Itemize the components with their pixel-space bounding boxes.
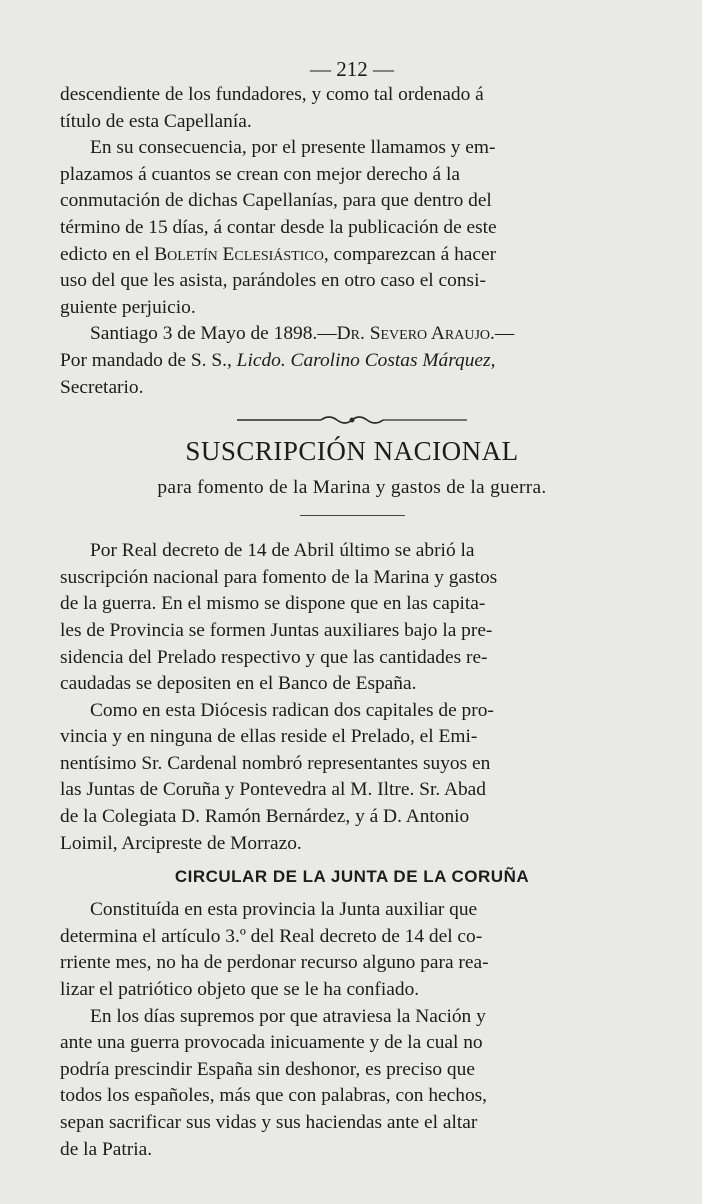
text-line: plazamos á cuantos se crean con mejor derecho á la bbox=[60, 163, 461, 185]
text-line: Loimil, Arcipreste de Morrazo. bbox=[60, 832, 302, 854]
text-line: , comparezcan á hacer bbox=[323, 243, 497, 265]
boletin-name: Boletín Eclesiástico bbox=[154, 243, 324, 265]
text-line: descendiente de los fundadores, y como tal ordenado á bbox=[60, 84, 484, 105]
text-line: podría prescindir España sin deshonor, es preciso que bbox=[60, 1058, 475, 1080]
text-line: término de 15 días, á contar desde la publicación de este bbox=[60, 216, 497, 238]
text-line: suscripción nacional para fomento de la Marina y gastos bbox=[60, 566, 498, 588]
signature-block-2 bbox=[60, 348, 644, 401]
text-line: vincia y en ninguna de ellas reside el Prelado, el Emi- bbox=[60, 726, 478, 748]
text-line: determina el artículo 3.º del Real decreto de 14 del co- bbox=[60, 925, 483, 947]
text-line: de la Colegiata D. Ramón Bernárdez, y á D. Antonio bbox=[60, 806, 470, 828]
paragraph-6 bbox=[60, 1004, 644, 1164]
text-line: rriente mes, no ha de perdonar recurso alguno para rea- bbox=[60, 952, 489, 974]
text-line: caudadas se depositen en el Banco de España. bbox=[60, 673, 417, 695]
divider-rule bbox=[300, 515, 405, 516]
text-line: ante una guerra provocada inicuamente y de la cual no bbox=[60, 1032, 483, 1054]
signature-block bbox=[60, 321, 644, 348]
text-line: de la Patria. bbox=[60, 1138, 153, 1160]
signature-name: Dr. Severo Araujo bbox=[336, 323, 491, 345]
signature-role: Secretario. bbox=[60, 376, 144, 398]
section-subtitle: para fomento de la Marina y gastos de la guerra. bbox=[157, 477, 547, 499]
text-line: de la guerra. En el mismo se dispone que en las capita- bbox=[60, 593, 486, 615]
signature-mandado: Por mandado de S. S., bbox=[60, 349, 237, 371]
document-page bbox=[60, 56, 644, 1163]
circular-heading: CIRCULAR DE LA JUNTA DE LA CORUÑA bbox=[174, 867, 530, 887]
section-title: SUSCRIPCIÓN NACIONAL bbox=[185, 436, 519, 467]
paragraph-2 bbox=[60, 135, 644, 321]
text-line: les de Provincia se formen Juntas auxiliares bajo la pre- bbox=[60, 619, 493, 641]
text-line: uso del que les asista, parándoles en otro caso el consi- bbox=[60, 270, 486, 292]
text-line: Constituída en esta provincia la Junta auxiliar que bbox=[90, 899, 478, 921]
text-line: sepan sacrificar sus vidas y sus haciendas ante el altar bbox=[60, 1112, 478, 1133]
text-line: nentísimo Sr. Cardenal nombró representantes suyos en bbox=[60, 752, 491, 774]
text-line: sidencia del Prelado respectivo y que las cantidades re- bbox=[60, 646, 488, 668]
text-line: las Juntas de Coruña y Pontevedra al M. Iltre. Sr. Abad bbox=[60, 779, 486, 801]
page-number: — 212 — bbox=[310, 57, 394, 81]
text-line: En su consecuencia, por el presente llamamos y em- bbox=[90, 137, 496, 159]
text-line: conmutación de dichas Capellanías, para que dentro del bbox=[60, 190, 492, 212]
text-line: guiente perjuicio. bbox=[60, 296, 196, 318]
text-line: Por Real decreto de 14 de Abril último se abrió la bbox=[90, 540, 475, 562]
text-line: En los días supremos por que atraviesa la Nación y bbox=[90, 1005, 486, 1027]
text-line: Como en esta Diócesis radican dos capitales de pro- bbox=[90, 699, 494, 721]
text-line: título de esta Capellanía. bbox=[60, 110, 252, 132]
text-line: edicto en el bbox=[60, 243, 155, 265]
paragraph-3 bbox=[60, 538, 644, 698]
text-line: todos los españoles, más que con palabras, con hechos, bbox=[60, 1085, 488, 1107]
signature-sep: .— bbox=[490, 323, 515, 345]
paragraph-5 bbox=[60, 897, 644, 1003]
paragraph-4 bbox=[60, 698, 644, 858]
paragraph-1 bbox=[60, 82, 644, 135]
signature-date: Santiago 3 de Mayo de 1898.— bbox=[90, 323, 337, 345]
signature-secretary-name: Licdo. Carolino Costas Márquez, bbox=[236, 349, 496, 371]
text-line: lizar el patriótico objeto que se le ha confiado. bbox=[60, 979, 420, 1001]
ornament-divider bbox=[237, 413, 467, 427]
